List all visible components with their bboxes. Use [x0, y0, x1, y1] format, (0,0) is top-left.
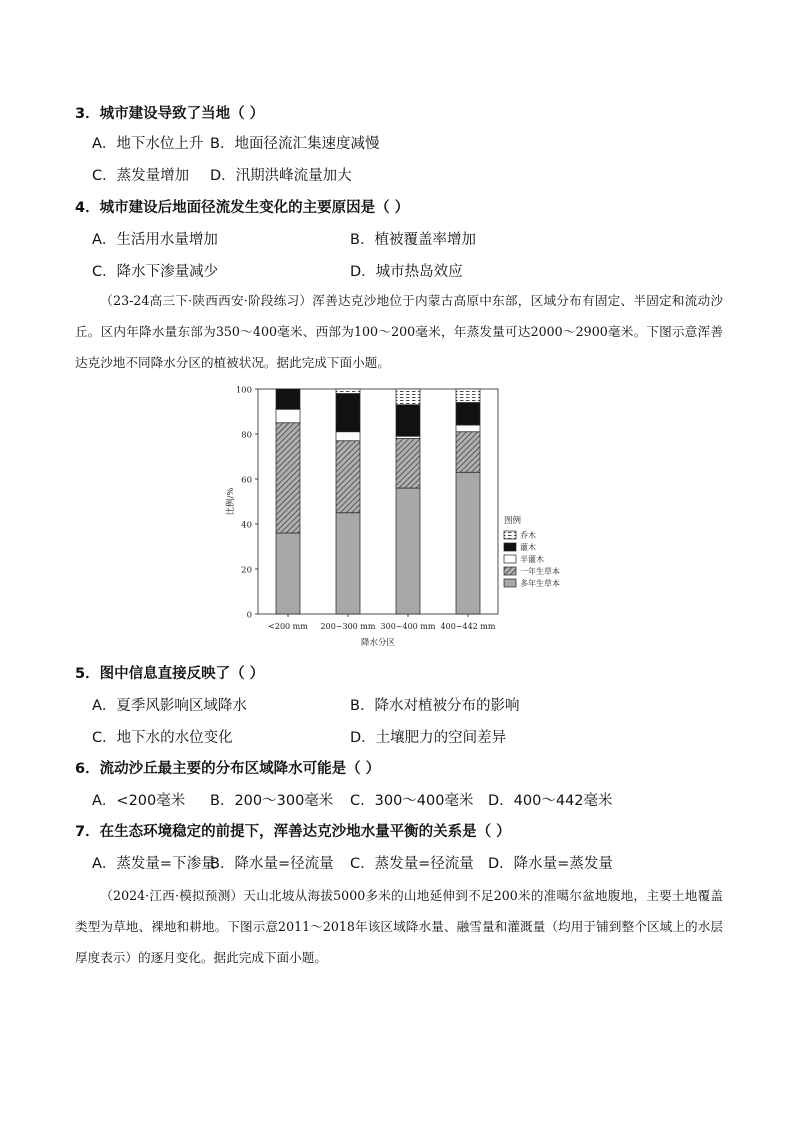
bar-segment: [336, 389, 360, 394]
bar-segment: [336, 441, 360, 513]
y-tick-label: 100: [235, 385, 252, 396]
bar-segment: [276, 389, 300, 409]
question-3-stem: 3．城市建设导致了当地（ ）: [75, 106, 265, 122]
question-7-stem: 7．在生态环境稳定的前提下，浑善达克沙地水量平衡的关系是（ ）: [75, 824, 511, 840]
legend-swatch: [504, 567, 516, 575]
bar-segment: [276, 533, 300, 614]
question-7-option-d: D．降水量=蒸发量: [488, 856, 613, 872]
bar-segment: [396, 405, 420, 437]
question-6-option-c: C．300～400毫米: [350, 793, 474, 809]
x-tick-label: 300~400 mm: [380, 622, 436, 631]
question-5-option-c: C．地下水的水位变化: [92, 730, 233, 746]
question-6-option-d: D．400～442毫米: [488, 793, 613, 809]
question-7-option-a: A．蒸发量=下渗量: [92, 856, 216, 872]
question-5-option-d: D．土壤肥力的空间差异: [350, 730, 507, 746]
bar-segment: [456, 432, 480, 473]
question-5-option-b: B．降水对植被分布的影响: [350, 698, 520, 714]
bar-segment: [276, 409, 300, 423]
bar-segment: [456, 403, 480, 426]
passage-1-text: 浑善达克沙地位于内蒙古高原中东部，区域分布有固定、半固定和流动沙丘。区内年降水量东部为350～400毫米、西部为100～200毫米，年蒸发量可达2000～2900毫米。下图示意浑善达克沙地不同降水分区的植被状况。据此完成下面小题。: [75, 293, 724, 370]
passage-2-text: 天山北坡从海拔5000多米的山地延伸到不足200米的准噶尔盆地腹地，主要土地覆盖类型为草地、裸地和耕地。下图示意2011～2018年该区域降水量、融雪量和灌溉量（均用于铺到整个区域上的水层厚度表示）的逐月变化。据此完成下面小题。: [75, 888, 723, 965]
legend-title: 图例: [504, 516, 522, 526]
legend-entry: 半灌木: [520, 555, 544, 564]
passage-2-source: （2024·江西·模拟预测）: [100, 888, 244, 903]
legend-entry: 灌木: [520, 543, 536, 552]
question-4-option-c: C．降水下渗量减少: [92, 264, 219, 280]
question-6-option-a: A．<200毫米: [92, 793, 186, 809]
bar-segment: [336, 432, 360, 441]
question-4-option-b: B．植被覆盖率增加: [350, 232, 476, 248]
y-tick-label: 40: [241, 520, 252, 531]
bar-segment: [336, 513, 360, 614]
y-tick-label: 20: [241, 565, 252, 576]
legend-swatch: [504, 531, 516, 539]
x-tick-label: 200~300 mm: [320, 622, 376, 631]
passage-1: [75, 285, 723, 378]
bar-segment: [396, 389, 420, 405]
question-6-stem: 6．流动沙丘最主要的分布区域降水可能是（ ）: [75, 761, 381, 777]
question-4-option-d: D．城市热岛效应: [350, 264, 463, 280]
legend-entry: 乔木: [520, 531, 536, 540]
bar-segment: [396, 488, 420, 614]
bar-segment: [456, 425, 480, 432]
vegetation-stacked-bar-chart: [220, 378, 580, 650]
question-5-stem: 5．图中信息直接反映了（ ）: [75, 666, 265, 682]
x-axis-label: 降水分区: [360, 638, 396, 648]
x-tick-label: <200 mm: [268, 622, 308, 631]
x-tick-label: 400~442 mm: [440, 622, 496, 631]
y-tick-label: 80: [241, 430, 252, 441]
legend-swatch: [504, 543, 516, 551]
question-4-option-a: A．生活用水量增加: [92, 232, 218, 248]
y-tick-label: 60: [241, 475, 252, 486]
bar-segment: [336, 394, 360, 432]
legend-swatch: [504, 555, 516, 563]
question-4-stem: 4．城市建设后地面径流发生变化的主要原因是（ ）: [75, 200, 410, 216]
legend-entry: 一年生草本: [520, 567, 560, 576]
question-6-option-b: B．200～300毫米: [210, 793, 334, 809]
bar-segment: [456, 472, 480, 614]
bar-segment: [456, 389, 480, 403]
question-7-option-c: C．蒸发量=径流量: [350, 856, 474, 872]
legend-swatch: [504, 579, 516, 587]
question-3-option-d: D．汛期洪峰流量加大: [210, 168, 352, 184]
question-3-option-a: A．地下水位上升: [92, 136, 204, 152]
y-tick-label: 0: [246, 610, 252, 621]
passage-2: [75, 880, 723, 973]
question-3-option-b: B．地面径流汇集速度减慢: [210, 136, 380, 152]
y-axis-label: 比例/%: [226, 487, 236, 516]
legend-entry: 多年生草本: [520, 579, 560, 588]
bar-segment: [396, 439, 420, 489]
question-7-option-b: B．降水量=径流量: [210, 856, 334, 872]
question-5-option-a: A．夏季风影响区域降水: [92, 698, 247, 714]
passage-1-source: （23-24高三下·陕西西安·阶段练习）: [100, 293, 313, 308]
bar-segment: [276, 423, 300, 533]
question-3-option-c: C．蒸发量增加: [92, 168, 190, 184]
